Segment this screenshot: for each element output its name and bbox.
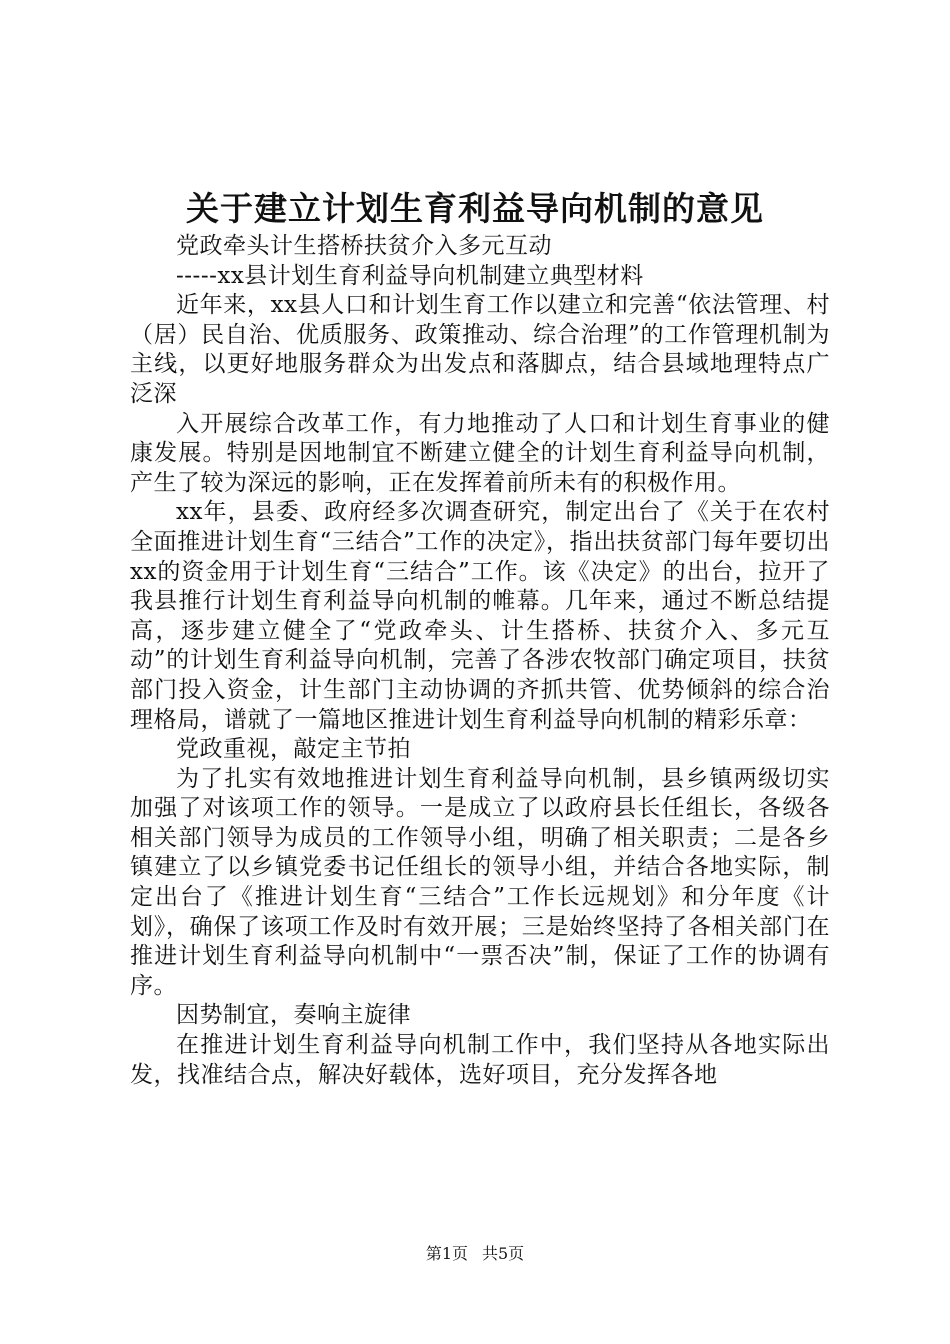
paragraph-1: 近年来，xx县人口和计划生育工作以建立和完善“依法管理、村（居）民自治、优质服务、政策推动、综合治理”的工作管理机制为主线，以更好地服务群众为出发点和落脚点，结合县域地理特点广泛深 [130,292,830,407]
document-title: 关于建立计划生育利益导向机制的意见 [186,189,764,228]
paragraph-4: 为了扎实有效地推进计划生育利益导向机制，县乡镇两级切实加强了对该项工作的领导。一是成立了以政府县长任组长，各级各相关部门领导为成员的工作领导小组，明确了相关职责；二是各乡镇建立了以乡镇党委书记任组长的领导小组，并结合各地实际，制定出台了《推进计划生育“三结合”工作长远规划》和分年度《计划》，确保了该项工作及时有效开展；三是始终坚持了各相关部门在推进计划生育利益导向机制中“一票否决”制，保证了工作的协调有序。 [130,765,830,999]
section-heading-2: 因势制宜，奏响主旋律 [176,1002,411,1029]
document-subtitle: 党政牵头计生搭桥扶贫介入多元互动 [176,233,552,259]
paragraph-5: 在推进计划生育利益导向机制工作中，我们坚持从各地实际出发，找准结合点，解决好载体，选好项目，充分发挥各地 [130,1032,830,1088]
page-number: 第1页 [425,1244,468,1263]
page-total: 共5页 [482,1244,525,1263]
document-subtitle-2: -----xx县计划生育利益导向机制建立典型材料 [176,262,644,289]
page-footer [0,1242,950,1266]
paragraph-2: 入开展综合改革工作，有力地推动了人口和计划生育事业的健康发展。特别是因地制宜不断建立健全的计划生育利益导向机制，产生了较为深远的影响，正在发挥着前所未有的积极作用。 [130,410,830,496]
section-heading-1: 党政重视，敲定主节拍 [176,736,411,763]
document-body [130,232,830,1090]
paragraph-3: xx年，县委、政府经多次调查研究，制定出台了《关于在农村全面推进计划生育“三结合”工作的决定》，指出扶贫部门每年要切出xx的资金用于计划生育“三结合”工作。该《决定》的出台，拉开了我县推行计划生育利益导向机制的帷幕。几年来，通过不断总结提高，逐步建立健全了“党政牵头、计生搭桥、扶贫介入、多元互动”的计划生育利益导向机制，完善了各涉农牧部门确定项目，扶贫部门投入资金，计生部门主动协调的齐抓共管、优势倾斜的综合治理格局，谱就了一篇地区推进计划生育利益导向机制的精彩乐章： [130,499,830,733]
